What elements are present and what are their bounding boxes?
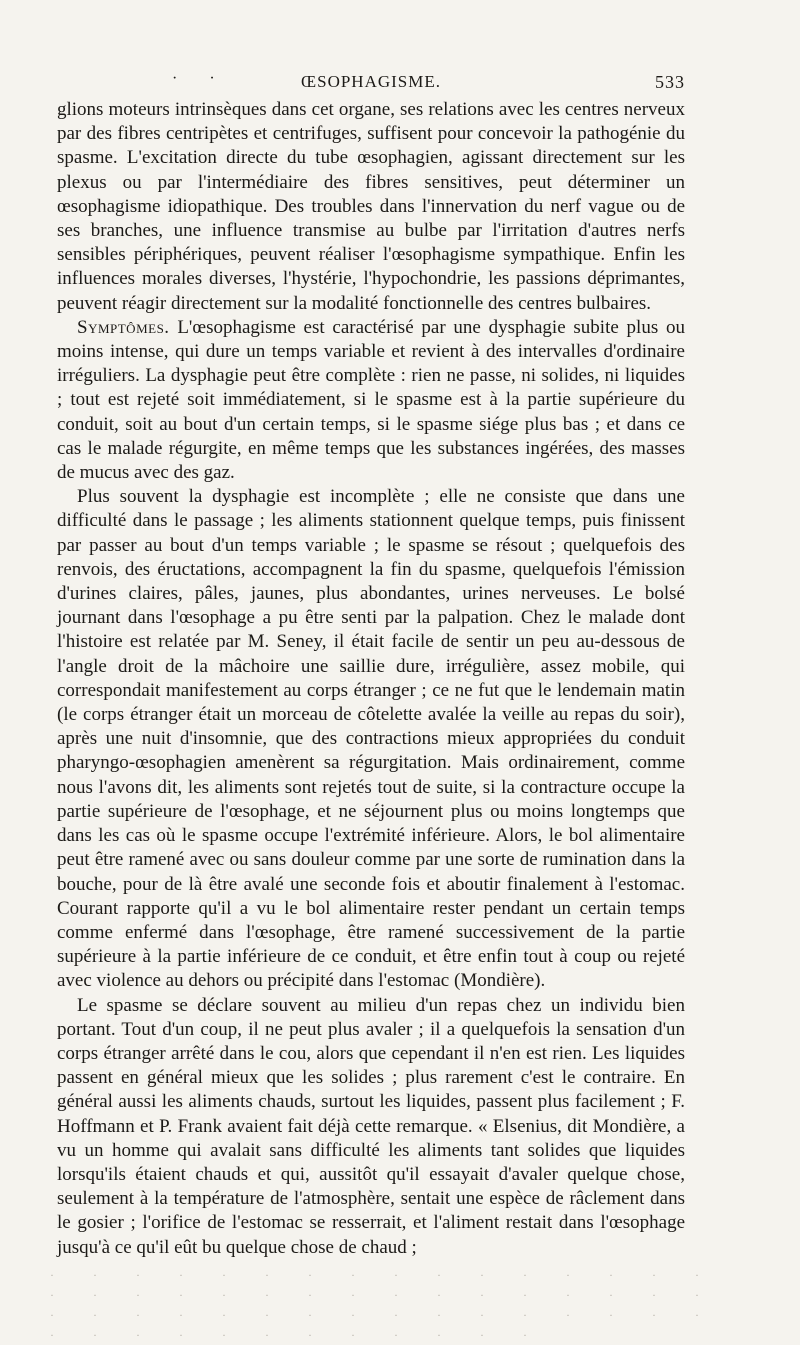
body-text [57, 98, 685, 1260]
paragraph [57, 98, 685, 316]
page-title: ŒSOPHAGISME. [301, 72, 441, 91]
scan-bleed-through: · · · · · · · · · · · · · · · · · · · · · · · · · · · · · · · · · · · · · · · · · · · · · · · · · · · · · · · · · · · · [50, 1268, 717, 1342]
header-ornament: · · [172, 70, 229, 87]
paragraph-text: Le spasme se déclare souvent au milieu d'un repas chez un individu bien portant. Tout d'un coup, il ne peut plus avaler ; il a quelquefois la sensation d'un corps étranger arrêté dans le cou, alors que cependant il n'en est rien. Les liquides passent en général mieux que les solides ; plus rarement c'est le contraire. En général aussi les aliments chauds, surtout les liquides, passent plus facilement ; F. Hoffmann et P. Frank avaient fait déjà cette remarque. « Elsenius, dit Mondière, a vu un homme qui avalait sans difficulté les aliments tant solides que liquides lorsqu'ils étaient chauds et qui, aussitôt qu'il essayait d'avaler quelque chose, seulement à la température de l'atmosphère, sentait une espèce de râclement dans le gosier ; l'orifice de l'estomac se resserrait, et l'aliment restait dans l'œsophage jusqu'à ce qu'il eût bu quelque chose de chaud ; [57, 994, 685, 1258]
paragraph [57, 994, 685, 1260]
section-heading-symptomes: Symptômes. [77, 316, 170, 338]
paragraph-text: Plus souvent la dysphagie est incomplète ; elle ne consiste que dans une difficulté dans le passage ; les aliments stationnent quelque temps, puis finissent par passer au bout d'un temps variable ; le spasme se résout ; quelquefois des renvois, des éructations, accompagnent la fin du spasme, quelquefois l'émission d'urines claires, pâles, jaunes, plus abondantes, urines nerveuses. Le bolsé journant dans l'œsophage a pu être senti par la palpation. Chez le malade dont l'histoire est relatée par M. Seney, il était facile de sentir un peu au-dessous de l'angle droit de la mâchoire une saillie dure, irrégulière, assez mobile, qui correspondait manifestement au corps étranger ; ce ne fut que le lendemain matin (le corps étranger était un morceau de côtelette avalée la veille au repas du soir), après une nuit d'insomnie, que des contractions mieux appropriées du conduit pharyngo-œsophagien amenèrent sa régurgitation. Mais ordinairement, comme nous l'avons dit, les aliments sont rejetés tout de suite, si la contracture occupe la partie supérieure de l'œsophage, et ne séjournent plus ou moins longtemps que dans les cas où le spasme occupe l'extrémité inférieure. Alors, le bol alimentaire peut être ramené avec ou sans douleur comme par une sorte de rumination dans la bouche, pour de là être avalé une seconde fois et aboutir finalement à l'estomac. Courant rapporte qu'il a vu le bol alimentaire rester pendant un certain temps comme enfermé dans l'œsophage, être ramené successivement de la partie supérieure à la partie inférieure de ce conduit, et être enfin tout à coup ou rejeté avec violence au dehors ou précipité dans l'estomac (Mondière). [57, 486, 685, 992]
running-header [57, 64, 685, 98]
paragraph [57, 485, 685, 993]
page-number: 533 [655, 72, 685, 92]
paragraph [57, 316, 685, 485]
paragraph-text: glions moteurs intrinsèques dans cet organe, ses relations avec les centres nerveux par des fibres centripètes et centrifuges, suffisent pour concevoir la pathogénie du spasme. L'excitation directe du tube œsophagien, agissant directement sur les plexus ou par l'intermédiaire des fibres sensitives, peut déterminer un œsophagisme idiopathique. Des troubles dans l'innervation du nerf vague ou de ses branches, une influence transmise au bulbe par l'irritation d'autres nerfs sensibles périphériques, peuvent réaliser l'œsophagisme sympathique. Enfin les influences morales diverses, l'hystérie, l'hypochondrie, les passions déprimantes, peuvent réagir directement sur la modalité fonctionnelle des centres bulbaires. [57, 99, 685, 314]
paragraph-text: L'œsophagisme est caractérisé par une dysphagie subite plus ou moins intense, qui dure un temps variable et revient à des intervalles d'ordinaire irréguliers. La dysphagie peut être complète : rien ne passe, ni solides, ni liquides ; tout est rejeté soit immédiatement, si le spasme est à la partie supérieure du conduit, soit au bout d'un certain temps, si le spasme siége plus bas ; et dans ce cas le malade régurgite, en même temps que les substances ingérées, des masses de mucus avec des gaz. [57, 316, 685, 484]
book-page [57, 64, 685, 1260]
